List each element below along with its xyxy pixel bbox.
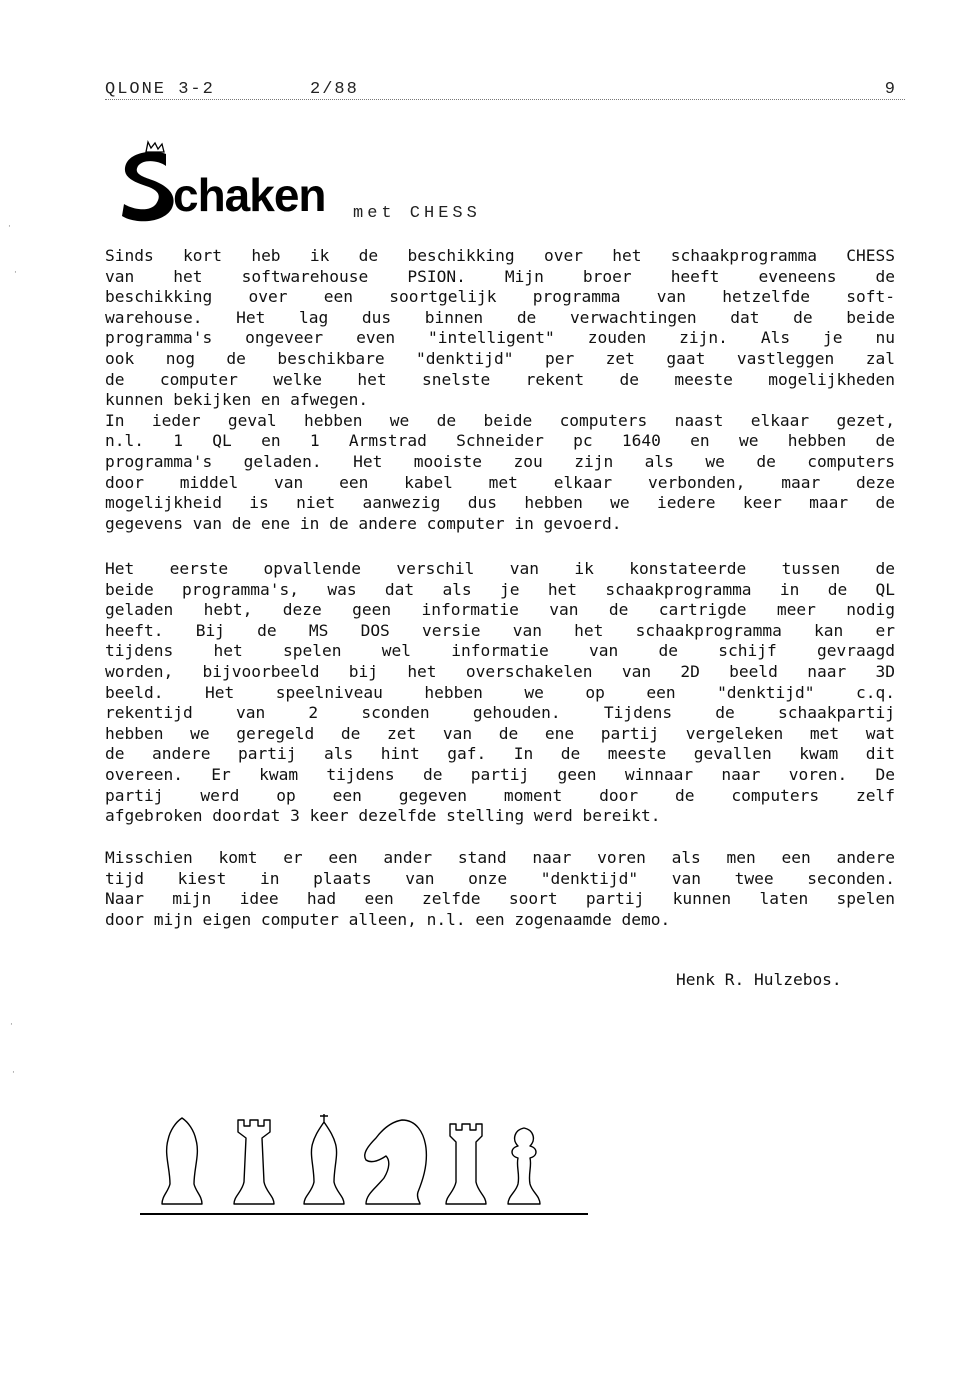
text-line: rekentijd van 2 sconden gehouden. Tijdens de schaakpartij: [105, 703, 895, 723]
page-header: [105, 80, 905, 102]
rook-piece-icon: [234, 1120, 274, 1204]
schaken-s-logo: [118, 140, 180, 224]
text-line: heeft. Bij de MS DOS versie van het schaakprogramma kan er: [105, 620, 895, 640]
article-title: [118, 140, 598, 240]
text-line: Misschien komt er een ander stand naar voren als men een andere: [105, 848, 895, 867]
paragraph-1: [105, 246, 895, 534]
text-line: van het softwarehouse PSION. Mijn broer heeft eveneens de: [105, 266, 895, 286]
text-line: Het eerste opvallende verschil van ik konstateerde tussen de: [105, 559, 895, 578]
issue-date: 2/88: [310, 80, 359, 99]
text-line: Naar mijn idee had een zelfde soort partij kunnen laten spelen: [105, 889, 895, 909]
text-line: ook nog de beschikbare "denktijd" per zet gaat vastleggen zal: [105, 348, 895, 368]
text-line: warehouse. Het lag dus binnen de verwachtingen dat de beide: [105, 307, 895, 327]
text-line: worden, bijvoorbeeld bij het overschakelen van 2D beeld naar 3D: [105, 661, 895, 681]
header-rule: [105, 99, 905, 100]
text-line: programma's ongeveer even "intelligent" zouden zijn. Als je nu: [105, 328, 895, 348]
subtitle: met CHESS: [353, 204, 481, 223]
text-line: de andere partij als hint gaf. In de meeste gevallen kwam dit: [105, 744, 895, 764]
magazine-name: QLONE 3-2: [105, 80, 215, 99]
text-line: In ieder geval hebben we de beide computers naast elkaar gezet,: [105, 410, 895, 430]
text-line: tijd kiest in plaats van onze "denktijd" van twee seconden.: [105, 868, 895, 888]
text-line: de computer welke het snelste rekent de meeste mogelijkheden: [105, 369, 895, 389]
text-line: door mijn eigen computer alleen, n.l. een zogenaamde demo.: [105, 909, 671, 929]
text-line: partij werd op een gegeven moment door de computers zelf: [105, 785, 895, 805]
text-line: tijdens het spelen wel informatie van de schijf gevraagd: [105, 641, 895, 661]
title-word: chaken: [173, 169, 326, 221]
page-number: 9: [884, 80, 897, 99]
text-line: geladen hebt, deze geen informatie van de cartrigde meer nodig: [105, 600, 895, 620]
margin-speck: ·: [8, 222, 11, 232]
text-line: programma's geladen. Het mooiste zou zijn als we de computers: [105, 451, 895, 471]
margin-speck: ·: [10, 1020, 13, 1030]
pawn-piece-icon: [508, 1128, 540, 1204]
text-line: kunnen bekijken en afwegen.: [105, 390, 369, 410]
chess-pieces-illustration: [140, 1108, 590, 1218]
text-line: beide programma's, was dat als je het schaakprogramma in de QL: [105, 579, 895, 599]
text-line: mogelijkheid is niet aanwezig dus hebben we iedere keer maar de: [105, 493, 895, 513]
text-line: afgebroken doordat 3 keer dezelfde stelling werd bereikt.: [105, 806, 661, 826]
text-line: door middel van een kabel met elkaar verbonden, maar deze: [105, 472, 895, 492]
text-line: Sinds kort heb ik de beschikking over het schaakprogramma CHESS: [105, 246, 895, 265]
bishop-piece-icon: [162, 1118, 202, 1204]
paragraph-2: [105, 559, 895, 827]
text-line: overeen. Er kwam tijdens de partij geen winnaar naar voren. De: [105, 764, 895, 784]
text-line: n.l. 1 QL en 1 Armstrad Schneider pc 1640 en we hebben de: [105, 431, 895, 451]
text-line: beeld. Het speelniveau hebben we op een "denktijd" c.q.: [105, 682, 895, 702]
text-line: beschikking over een soortgelijk programma van hetzelfde soft-: [105, 287, 895, 307]
text-line: gegevens van de ene in de andere computer in gevoerd.: [105, 513, 622, 533]
margin-speck: ·: [12, 1068, 15, 1078]
author-signature: Henk R. Hulzebos.: [676, 970, 842, 989]
knight-piece-icon: [365, 1120, 427, 1204]
rook-piece-icon: [446, 1124, 486, 1204]
text-line: hebben we geregeld de zet van de ene partij vergeleken met wat: [105, 723, 895, 743]
margin-speck: ·: [14, 268, 17, 278]
paragraph-3: [105, 848, 895, 930]
bishop-piece-icon: [304, 1114, 344, 1204]
